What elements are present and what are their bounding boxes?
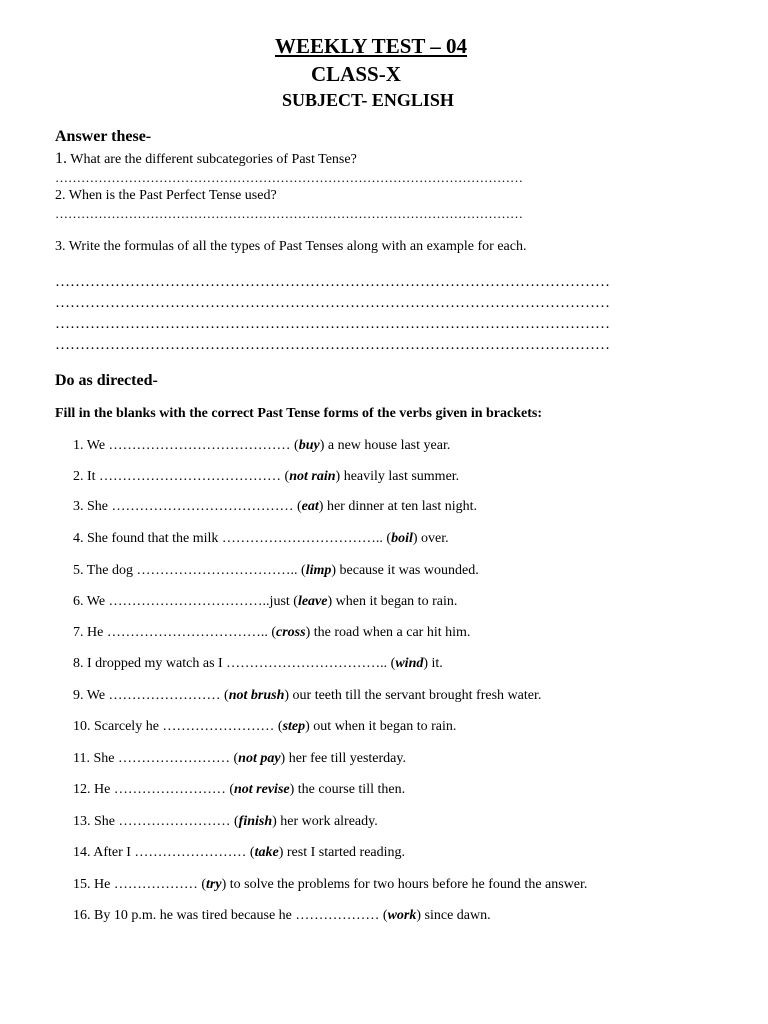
question-2: 2. When is the Past Perfect Tense used?: [55, 188, 277, 203]
answer-line-3d: …………………………………………………………………………………………………: [55, 337, 610, 353]
verb-hint: cross: [276, 625, 306, 640]
subject-label: SUBJECT- ENGLISH: [282, 90, 454, 110]
list-item: 9. We …………………… (not brush) our teeth till the servant brought fresh water.: [73, 688, 542, 703]
answer-these-heading: Answer these-: [55, 128, 152, 145]
list-item: 6. We ……………………………..just (leave) when it began to rain.: [73, 594, 458, 609]
class-label: CLASS-X: [311, 62, 401, 86]
list-item: 7. He …………………………….. (cross) the road when a car hit him.: [73, 625, 471, 640]
list-item: 15. He ……………… (try) to solve the problems for two hours before he found the answer.: [73, 877, 588, 892]
list-item: 4. She found that the milk …………………………….. (boil) over.: [73, 531, 449, 546]
list-item: 8. I dropped my watch as I …………………………….. (wind) it.: [73, 656, 443, 671]
page-title: WEEKLY TEST – 04: [275, 34, 468, 58]
verb-hint: take: [254, 845, 279, 860]
question-1-text: What are the different subcategories of Past Tense?: [67, 152, 357, 167]
verb-hint: limp: [305, 563, 332, 578]
list-item: 14. After I …………………… (take) rest I started reading.: [73, 845, 406, 860]
question-1-number: 1.: [55, 150, 67, 167]
verb-hint: not revise: [234, 782, 290, 797]
list-item: 13. She …………………… (finish) her work already.: [73, 814, 378, 829]
list-item: 10. Scarcely he …………………… (step) out when it began to rain.: [73, 719, 457, 734]
answer-line-3a: …………………………………………………………………………………………………: [55, 274, 610, 290]
list-item: 5. The dog …………………………….. (limp) because it was wounded.: [73, 563, 479, 578]
list-item: 2. It ………………………………… (not rain) heavily last summer.: [73, 469, 460, 484]
verb-hint: finish: [238, 814, 273, 829]
verb-hint: boil: [391, 531, 413, 546]
do-as-directed-heading: Do as directed-: [55, 372, 158, 389]
verb-hint: try: [206, 877, 222, 892]
answer-line-2: ………………………………………………………………………………………………: [55, 206, 523, 221]
list-item: 12. He …………………… (not revise) the course till then.: [73, 782, 406, 797]
list-item: 11. She …………………… (not pay) her fee till yesterday.: [73, 751, 406, 766]
answer-line-1: ………………………………………………………………………………………………: [55, 170, 523, 185]
verb-hint: not brush: [228, 688, 285, 703]
answer-line-3b: …………………………………………………………………………………………………: [55, 295, 610, 311]
verb-hint: work: [387, 908, 417, 923]
verb-hint: wind: [395, 656, 424, 671]
question-1: [55, 150, 357, 168]
list-item: 1. We ………………………………… (buy) a new house last year.: [73, 438, 451, 453]
verb-hint: buy: [298, 438, 320, 453]
verb-hint: step: [282, 719, 306, 734]
answer-line-3c: …………………………………………………………………………………………………: [55, 316, 610, 332]
question-3: 3. Write the formulas of all the types of Past Tenses along with an example for each.: [55, 239, 527, 254]
verb-hint: not rain: [289, 469, 336, 484]
verb-hint: eat: [301, 499, 319, 514]
list-item: 16. By 10 p.m. he was tired because he ……………… (work) since dawn.: [73, 908, 491, 923]
verb-hint: leave: [297, 594, 328, 609]
verb-hint: not pay: [238, 751, 281, 766]
list-item: 3. She ………………………………… (eat) her dinner at ten last night.: [73, 499, 478, 514]
fill-blanks-instruction: Fill in the blanks with the correct Past Tense forms of the verbs given in brackets:: [55, 406, 542, 421]
